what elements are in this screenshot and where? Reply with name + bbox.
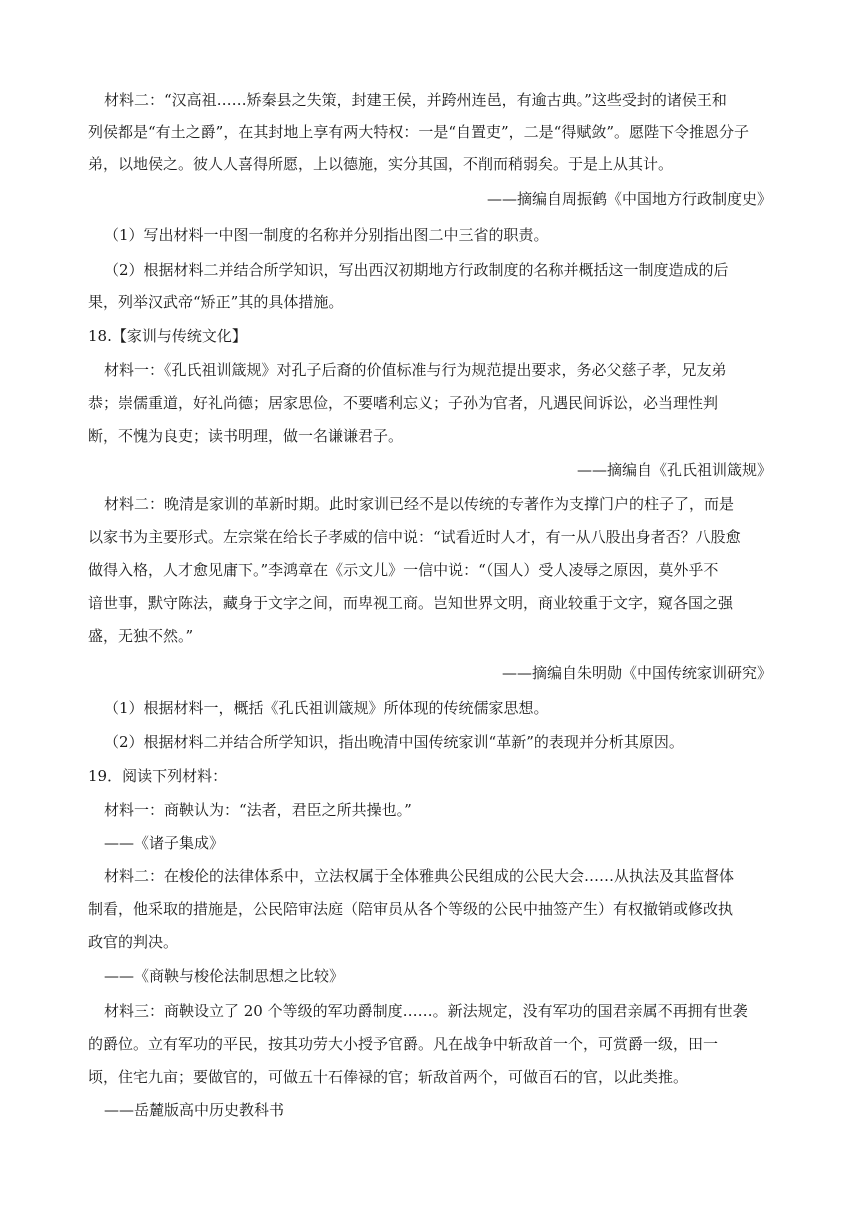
q17-material-2-line-1: 材料二：“汉高祖……矫秦县之失策，封建王侯，并跨州连邑，有逾古典。”这些受封的诸侯王和 (104, 91, 727, 109)
q18-material-2-line-4: 谙世事，默守陈法，藏身于文字之间，而卑视工商。岂知世界文明，商业较重于文字，窥各国之强 (88, 594, 734, 612)
q19-material-3-line-1: 材料三：商鞅设立了 20 个等级的军功爵制度……。新法规定，没有军功的国君亲属不再拥有世袭 (104, 1002, 748, 1020)
q19-material-2-line-2: 制看，他采取的措施是，公民陪审法庭（陪审员从各个等级的公民中抽签产生）有权撤销或修改执 (88, 900, 734, 918)
q18-material-2-line-1: 材料二：晚清是家训的革新时期。此时家训已经不是以传统的专著作为支撑门户的柱子了，而是 (104, 495, 735, 513)
q19-material-1-source: ——《诸子集成》 (104, 834, 225, 852)
q18-material-1-line-1: 材料一：《孔氏祖训箴规》对孔子后裔的价值标准与行为规范提出要求，务必父慈子孝，兄友弟 (104, 361, 727, 379)
q17-question-2-line-2: 果，列举汉武帝“矫正”其的具体措施。 (88, 293, 344, 311)
q17-material-2-line-3: 弟，以地侯之。彼人人喜得所愿，上以德施，实分其国，不削而稍弱矣。于是上从其计。 (88, 155, 674, 173)
q19-material-2-source: ——《商鞅与梭伦法制思想之比较》 (104, 967, 345, 985)
q17-material-2-source: ——摘编自周振鹤《中国地方行政制度史》 (486, 190, 772, 208)
q18-heading: 18.【家训与传统文化】 (88, 327, 247, 345)
q17-question-1: （1）写出材料一中图一制度的名称并分别指出图二中三省的职责。 (104, 226, 549, 244)
q18-material-2-source: ——摘编自朱明勋《中国传统家训研究》 (501, 664, 772, 682)
q19-material-1: 材料一：商鞅认为：“法者，君臣之所共操也。” (104, 801, 412, 819)
q18-material-2-line-5: 盛，无独不然。” (88, 627, 194, 645)
q18-material-1-line-2: 恭；崇儒重道，好礼尚德；居家思俭，不要嗜利忘义；子孙为官者，凡遇民间诉讼，必当理性判 (88, 394, 719, 412)
q17-question-2-line-1: （2）根据材料二并结合所学知识，写出西汉初期地方行政制度的名称并概括这一制度造成的后 (104, 261, 729, 279)
q19-material-3-line-3: 顷，住宅九亩；要做官的，可做五十石俸禄的官；斩敌首两个，可做百石的官，以此类推。 (88, 1068, 689, 1086)
q18-material-2-line-3: 做得入格，人才愈见庸下。”李鸿章在《示文儿》一信中说：“（国人）受人凌辱之原因，莫外乎不 (88, 561, 719, 579)
q17-material-2-line-2: 列侯都是“有土之爵”，在其封地上享有两大特权：一是“自置吏”，二是“得赋敛”。愿陛下令推恩分子 (88, 123, 750, 141)
q18-material-1-line-3: 断，不愧为良吏；读书明理，做一名谦谦君子。 (88, 427, 404, 445)
q19-heading: 19．阅读下列材料： (88, 767, 228, 785)
q19-material-3-source: ——岳麓版高中历史教科书 (104, 1101, 285, 1119)
q19-material-2-line-1: 材料二：在梭伦的法律体系中，立法权属于全体雅典公民组成的公民大会……从执法及其监督体 (104, 867, 735, 885)
q18-material-1-source: ——摘编自《孔氏祖训箴规》 (576, 461, 772, 479)
q18-material-2-line-2: 以家书为主要形式。左宗棠在给长子孝威的信中说：“试看近时人才，有一从八股出身者否？八股愈 (88, 528, 741, 546)
q18-question-2: （2）根据材料二并结合所学知识，指出晚清中国传统家训“革新”的表现并分析其原因。 (104, 733, 684, 751)
q18-question-1: （1）根据材料一，概括《孔氏祖训箴规》所体现的传统儒家思想。 (104, 699, 549, 717)
q19-material-2-line-3: 政官的判决。 (88, 933, 179, 951)
q19-material-3-line-2: 的爵位。立有军功的平民，按其功劳大小授予官爵。凡在战争中斩敌首一个，可赏爵一级，田一 (88, 1035, 719, 1053)
